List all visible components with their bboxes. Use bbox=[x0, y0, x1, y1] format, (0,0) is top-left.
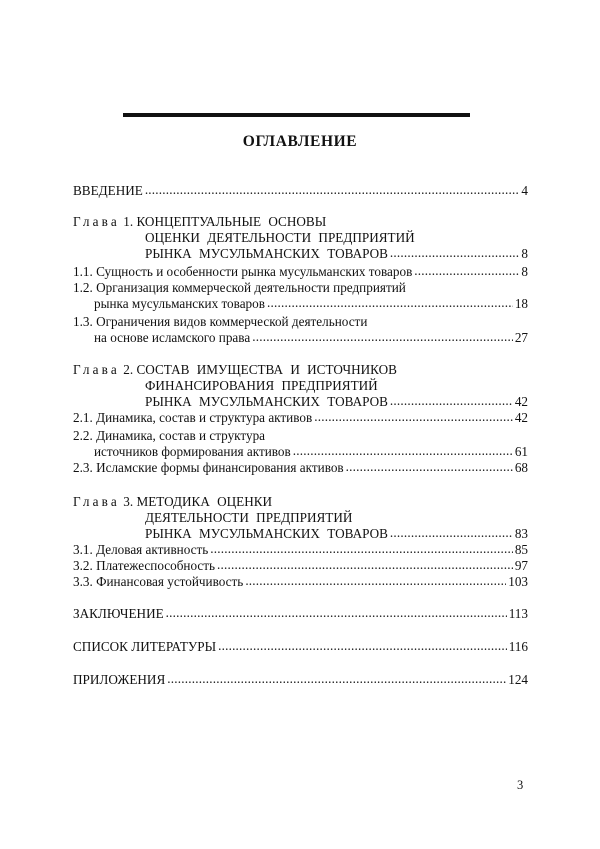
chapter-prefix: Глава bbox=[73, 214, 120, 229]
dot-leader bbox=[167, 671, 506, 687]
page-ref: 83 bbox=[514, 526, 528, 541]
chapter-prefix: Глава bbox=[73, 494, 120, 509]
header-rule bbox=[123, 113, 470, 117]
toc-section-1-3[interactable] bbox=[73, 314, 528, 346]
page-ref: 8 bbox=[521, 246, 528, 261]
section-title-line: рынка мусульманских товаров bbox=[94, 296, 265, 311]
page-ref: 68 bbox=[514, 460, 528, 475]
toc-section-3-1[interactable] bbox=[73, 542, 528, 558]
dot-leader bbox=[346, 459, 513, 475]
chapter-number: 3. bbox=[123, 494, 134, 509]
page-ref: 85 bbox=[514, 542, 528, 557]
dot-leader bbox=[218, 638, 507, 654]
dot-leader bbox=[245, 573, 506, 589]
entry-label: ЗАКЛЮЧЕНИЕ bbox=[73, 606, 164, 621]
section-title-line: 3.2. Платежеспособность bbox=[73, 558, 216, 573]
dot-leader bbox=[252, 329, 513, 345]
page-ref: 124 bbox=[508, 672, 528, 687]
page-title: ОГЛАВЛЕНИЕ bbox=[242, 133, 358, 150]
chapter-title-line: СОСТАВ ИМУЩЕСТВА И ИСТОЧНИКОВ bbox=[136, 362, 397, 377]
dot-leader bbox=[390, 245, 519, 261]
toc-chapter-3[interactable] bbox=[73, 494, 528, 542]
entry-label: ПРИЛОЖЕНИЯ bbox=[73, 672, 166, 687]
toc-section-2-3[interactable] bbox=[73, 460, 528, 476]
page-ref: 4 bbox=[521, 183, 528, 198]
entry-label: ВВЕДЕНИЕ bbox=[73, 183, 143, 198]
page-ref: 18 bbox=[514, 296, 528, 311]
section-title-line: 1.3. Ограничения видов коммерческой деятельности bbox=[73, 314, 368, 329]
section-title-line: 3.1. Деловая активность bbox=[73, 542, 209, 557]
page-ref: 103 bbox=[508, 574, 528, 589]
dot-leader bbox=[293, 443, 513, 459]
dot-leader bbox=[145, 182, 520, 198]
dot-leader bbox=[210, 541, 513, 557]
section-title-line: 3.3. Финансовая устойчивость bbox=[73, 574, 244, 589]
section-title-line: 2.3. Исламские формы финансирования активов bbox=[73, 460, 344, 475]
chapter-title-line: ОЦЕНКИ ДЕЯТЕЛЬНОСТИ ПРЕДПРИЯТИЙ bbox=[145, 230, 415, 245]
entry-label: СПИСОК ЛИТЕРАТУРЫ bbox=[73, 639, 217, 654]
toc-entry-introduction[interactable] bbox=[73, 183, 528, 199]
toc-entry-conclusion[interactable] bbox=[73, 606, 528, 622]
page-ref: 42 bbox=[514, 394, 528, 409]
toc-section-1-2[interactable] bbox=[73, 280, 528, 312]
section-title-line: 2.2. Динамика, состав и структура bbox=[73, 428, 266, 443]
section-title-line: 1.1. Сущность и особенности рынка мусульманских товаров bbox=[73, 264, 413, 279]
chapter-title-line: МЕТОДИКА ОЦЕНКИ bbox=[136, 494, 273, 509]
dot-leader bbox=[217, 557, 513, 573]
toc-chapter-2[interactable] bbox=[73, 362, 528, 410]
toc-entry-references[interactable] bbox=[73, 639, 528, 655]
page-ref: 116 bbox=[508, 639, 528, 654]
toc-section-2-1[interactable] bbox=[73, 410, 528, 426]
chapter-prefix: Глава bbox=[73, 362, 120, 377]
toc-section-1-1[interactable] bbox=[73, 264, 528, 280]
dot-leader bbox=[390, 393, 513, 409]
page-ref: 8 bbox=[521, 264, 528, 279]
chapter-title-line: КОНЦЕПТУАЛЬНЫЕ ОСНОВЫ bbox=[136, 214, 327, 229]
toc-section-3-2[interactable] bbox=[73, 558, 528, 574]
page-ref: 42 bbox=[514, 410, 528, 425]
page-ref: 27 bbox=[514, 330, 528, 345]
page-ref: 97 bbox=[514, 558, 528, 573]
dot-leader bbox=[314, 409, 513, 425]
toc-section-2-2[interactable] bbox=[73, 428, 528, 460]
page-number: 3 bbox=[517, 778, 524, 792]
page-ref: 61 bbox=[514, 444, 528, 459]
section-title-line: 2.1. Динамика, состав и структура активов bbox=[73, 410, 313, 425]
toc-chapter-1[interactable] bbox=[73, 214, 528, 262]
chapter-number: 1. bbox=[123, 214, 134, 229]
toc-section-3-3[interactable] bbox=[73, 574, 528, 590]
dot-leader bbox=[267, 295, 513, 311]
dot-leader bbox=[414, 263, 519, 279]
chapter-title-line: РЫНКА МУСУЛЬМАНСКИХ ТОВАРОВ bbox=[145, 526, 388, 541]
section-title-line: источников формирования активов bbox=[94, 444, 291, 459]
toc-entry-appendices[interactable] bbox=[73, 672, 528, 688]
dot-leader bbox=[166, 605, 507, 621]
dot-leader bbox=[390, 525, 513, 541]
section-title-line: 1.2. Организация коммерческой деятельности предприятий bbox=[73, 280, 406, 295]
page-ref: 113 bbox=[508, 606, 528, 621]
chapter-title-line: ФИНАНСИРОВАНИЯ ПРЕДПРИЯТИЙ bbox=[145, 378, 378, 393]
section-title-line: на основе исламского права bbox=[94, 330, 251, 345]
chapter-title-line: РЫНКА МУСУЛЬМАНСКИХ ТОВАРОВ bbox=[145, 394, 388, 409]
chapter-title-line: ДЕЯТЕЛЬНОСТИ ПРЕДПРИЯТИЙ bbox=[145, 510, 353, 525]
chapter-number: 2. bbox=[123, 362, 134, 377]
chapter-title-line: РЫНКА МУСУЛЬМАНСКИХ ТОВАРОВ bbox=[145, 246, 388, 261]
